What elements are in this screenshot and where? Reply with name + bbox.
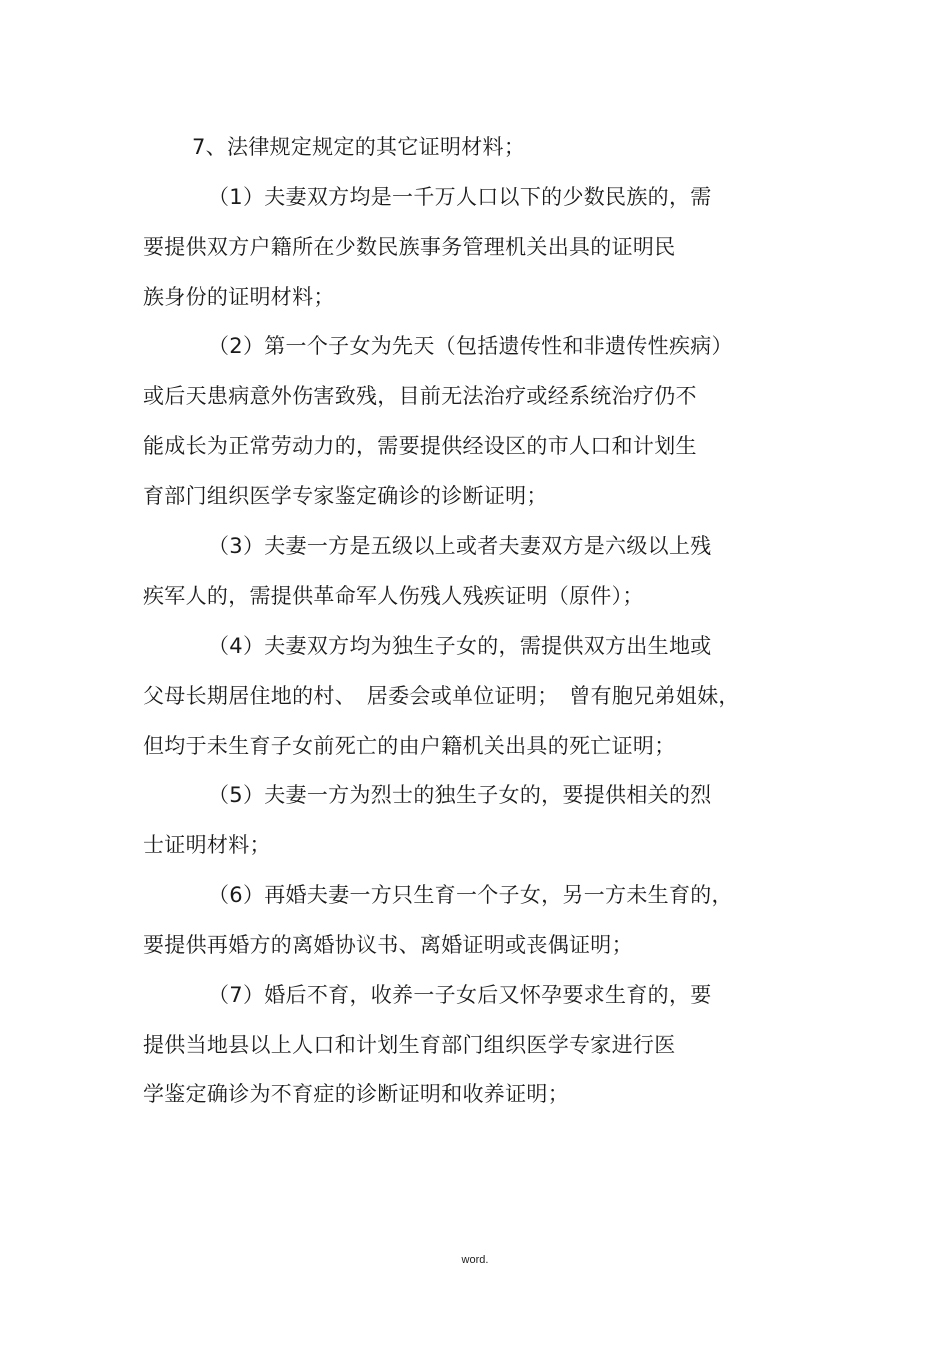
item-2-line-2: 或后天患病意外伤害致残，目前无法治疗或经系统治疗仍不 — [143, 384, 697, 408]
item-4-line-1: （4）夫妻双方均为独生子女的，需提供双方出生地或 — [208, 634, 712, 658]
item-1-line-1: （1）夫妻双方均是一千万人口以下的少数民族的，需 — [208, 185, 712, 209]
item-2-line-1: （2）第一个子女为先天（包括遗传性和非遗传性疾病） — [208, 334, 733, 358]
item-7-line-1: （7）婚后不育，收养一子女后又怀孕要求生育的，要 — [208, 983, 712, 1007]
item-3-line-1: （3）夫妻一方是五级以上或者夫妻双方是六级以上残 — [208, 534, 712, 558]
paragraph-heading-7: 7、法律规定规定的其它证明材料； — [192, 135, 526, 159]
item-6-line-2: 要提供再婚方的离婚协议书、离婚证明或丧偶证明； — [143, 933, 633, 957]
page-footer: word. — [461, 1254, 489, 1266]
item-1-line-2: 要提供双方户籍所在少数民族事务管理机关出具的证明民 — [143, 235, 676, 259]
item-1-line-3: 族身份的证明材料； — [143, 285, 335, 309]
item-2-line-4: 育部门组织医学专家鉴定确诊的诊断证明； — [143, 484, 548, 508]
item-7-line-2: 提供当地县以上人口和计划生育部门组织医学专家进行医 — [143, 1033, 676, 1057]
item-4-line-3: 但均于未生育子女前死亡的由户籍机关出具的死亡证明； — [143, 734, 676, 758]
item-3-line-2: 疾军人的，需提供革命军人伤残人残疾证明（原件）； — [143, 584, 644, 608]
item-6-line-1: （6）再婚夫妻一方只生育一个子女，另一方未生育的， — [208, 883, 733, 907]
item-4-line-2: 父母长期居住地的村、 居委会或单位证明； 曾有胞兄弟姐妹， — [143, 684, 740, 708]
item-2-line-3: 能成长为正常劳动力的，需要提供经设区的市人口和计划生 — [143, 434, 697, 458]
item-5-line-2: 士证明材料； — [143, 833, 271, 857]
item-7-line-3: 学鉴定确诊为不育症的诊断证明和收养证明； — [143, 1082, 569, 1106]
item-5-line-1: （5）夫妻一方为烈士的独生子女的，要提供相关的烈 — [208, 783, 712, 807]
